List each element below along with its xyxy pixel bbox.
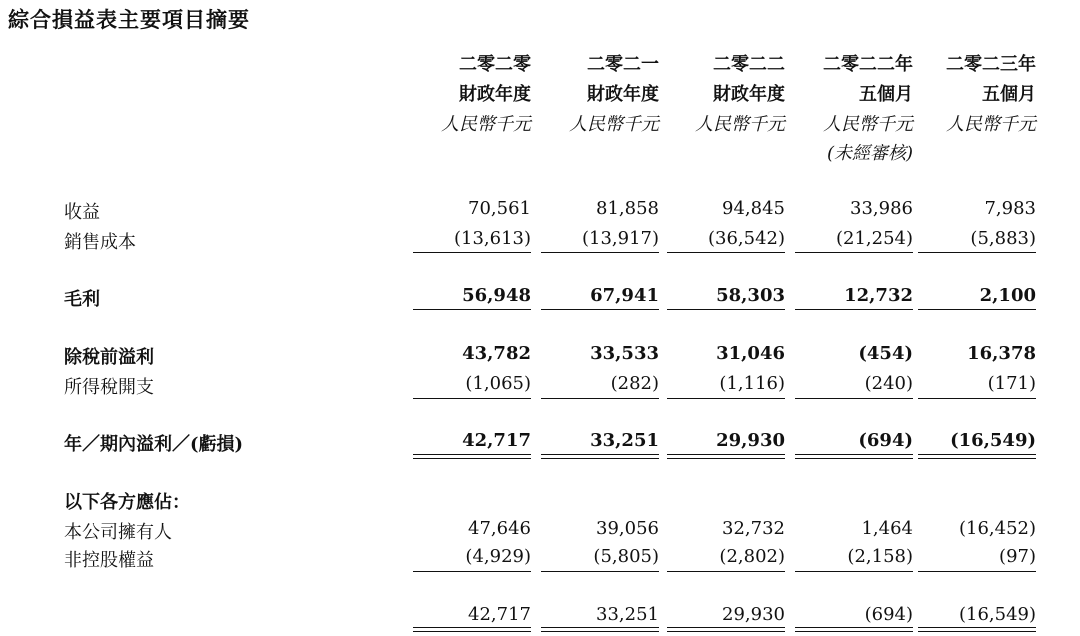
cell-profit-before-tax: 31,046 [716,343,785,364]
label-cost-of-sales: 銷售成本 [64,232,136,253]
rule-single [918,252,1036,253]
cell-cost-of-sales: (21,254) [835,228,913,249]
rule-double [667,627,785,632]
cell-profit-before-tax: (454) [858,343,913,364]
cell-cost-of-sales: (13,917) [581,228,659,249]
cell-owners: 39,056 [596,518,659,539]
column-period-label: 五個月 [859,84,913,105]
column-period-label: 五個月 [982,84,1036,105]
cell-profit-for-period: (694) [858,430,913,451]
rule-single [667,398,785,399]
cell-income-tax: (1,065) [465,373,531,394]
column-unit-label: 人民幣千元 [441,114,531,135]
rule-double [918,454,1036,459]
column-unaudited-note: (未經審核) [826,143,913,164]
rule-double [413,454,531,459]
cell-non-controlling: (5,805) [593,546,659,567]
rule-single [795,571,913,572]
cell-cost-of-sales: (5,883) [970,228,1036,249]
cell-income-tax: (282) [610,373,659,394]
column-period-label: 財政年度 [587,84,659,105]
rule-single [667,571,785,572]
rule-single [541,398,659,399]
column-year-label: 二零二二 [713,54,785,75]
rule-double [541,454,659,459]
rule-single [795,309,913,310]
cell-revenue: 7,983 [984,198,1036,219]
column-year-label: 二零二三年 [946,54,1036,75]
cell-owners: (16,452) [958,518,1036,539]
column-year-label: 二零二零 [459,54,531,75]
cell-total: 33,251 [596,604,659,625]
cell-profit-for-period: (16,549) [950,430,1036,451]
cell-profit-for-period: 29,930 [716,430,785,451]
cell-income-tax: (171) [987,373,1036,394]
rule-single [918,571,1036,572]
rule-single [541,252,659,253]
rule-single [795,398,913,399]
cell-total: (16,549) [958,604,1036,625]
cell-non-controlling: (2,802) [719,546,785,567]
column-unit-label: 人民幣千元 [823,114,913,135]
cell-gross-profit: 67,941 [590,285,659,306]
column-year-label: 二零二一 [587,54,659,75]
label-profit-for-period: 年／期內溢利／(虧損) [64,434,244,455]
rule-single [918,398,1036,399]
column-year-label: 二零二二年 [823,54,913,75]
cell-gross-profit: 58,303 [716,285,785,306]
cell-profit-before-tax: 16,378 [967,343,1036,364]
label-non-controlling: 非控股權益 [64,550,154,571]
cell-revenue: 70,561 [468,198,531,219]
rule-double [795,454,913,459]
cell-profit-before-tax: 43,782 [462,343,531,364]
cell-revenue: 33,986 [850,198,913,219]
rule-single [413,398,531,399]
rule-single [667,252,785,253]
rule-single [667,309,785,310]
cell-gross-profit: 12,732 [844,285,913,306]
rule-single [413,252,531,253]
cell-revenue: 81,858 [596,198,659,219]
label-income-tax: 所得稅開支 [64,377,154,398]
cell-non-controlling: (2,158) [847,546,913,567]
cell-income-tax: (1,116) [719,373,785,394]
cell-gross-profit: 2,100 [979,285,1036,306]
label-owners: 本公司擁有人 [64,522,172,543]
rule-single [795,252,913,253]
cell-non-controlling: (4,929) [465,546,531,567]
rule-double [918,627,1036,632]
column-unit-label: 人民幣千元 [695,114,785,135]
cell-total: 42,717 [468,604,531,625]
rule-single [413,571,531,572]
rule-single [413,309,531,310]
cell-owners: 1,464 [861,518,913,539]
column-period-label: 財政年度 [713,84,785,105]
rule-single [918,309,1036,310]
cell-cost-of-sales: (13,613) [453,228,531,249]
column-unit-label: 人民幣千元 [946,114,1036,135]
page-title: 綜合損益表主要項目摘要 [8,7,250,32]
cell-total: (694) [864,604,913,625]
label-attributable-to: 以下各方應佔： [64,492,190,513]
rule-double [413,627,531,632]
cell-revenue: 94,845 [722,198,785,219]
rule-single [541,309,659,310]
rule-double [541,627,659,632]
label-revenue: 收益 [64,202,100,223]
rule-double [667,454,785,459]
cell-non-controlling: (97) [999,546,1036,567]
cell-profit-before-tax: 33,533 [590,343,659,364]
label-gross-profit: 毛利 [64,289,100,310]
rule-double [795,627,913,632]
rule-single [541,571,659,572]
cell-profit-for-period: 33,251 [590,430,659,451]
cell-gross-profit: 56,948 [462,285,531,306]
cell-income-tax: (240) [864,373,913,394]
cell-owners: 47,646 [468,518,531,539]
cell-owners: 32,732 [722,518,785,539]
cell-profit-for-period: 42,717 [462,430,531,451]
column-period-label: 財政年度 [459,84,531,105]
cell-total: 29,930 [722,604,785,625]
column-unit-label: 人民幣千元 [569,114,659,135]
label-profit-before-tax: 除稅前溢利 [64,347,154,368]
cell-cost-of-sales: (36,542) [707,228,785,249]
